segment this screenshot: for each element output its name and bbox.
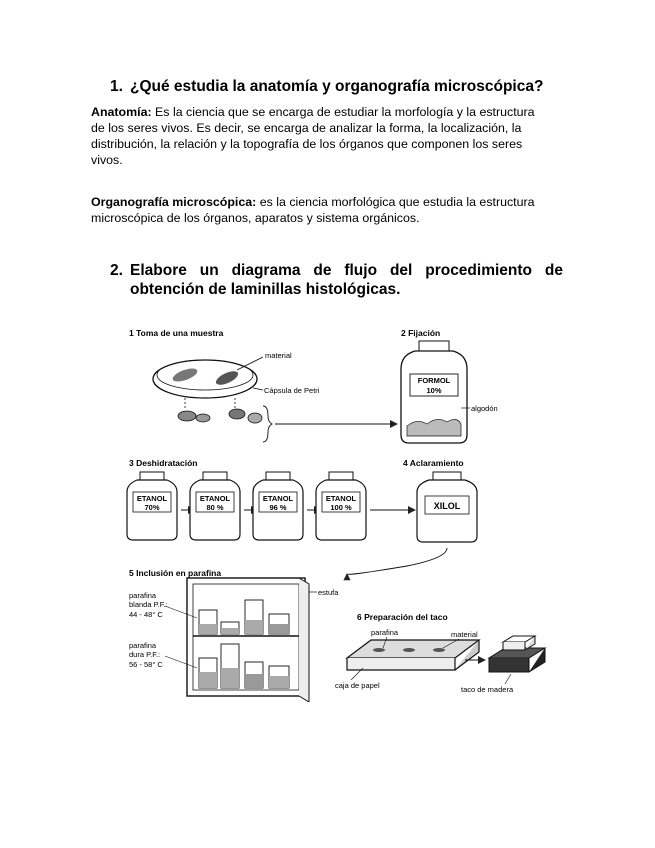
ethanol-jar-96: [253, 472, 303, 540]
jar-1-label: ETANOL: [136, 494, 168, 503]
jar-2-label: ETANOL: [199, 494, 231, 503]
jar-2-percent: 80 %: [206, 503, 224, 512]
petri-label: Cápsula de Petri: [264, 386, 320, 395]
oven-label: estufa: [318, 588, 339, 597]
question-1-title: ¿Qué estudia la anatomía y organografía microscópica?: [130, 78, 544, 95]
step-6-block-preparation: [335, 612, 545, 694]
anatomy-line-2: de los seres vivos. Es decir, se encarga de analizar la forma, la localización, la: [91, 121, 522, 135]
petri-dish-icon: [153, 360, 257, 398]
formol-percent: 10%: [426, 386, 442, 395]
wood-block-label: taco de madera: [461, 685, 514, 694]
question-2-line-1: Elabore un diagrama de flujo del procedimiento de: [130, 262, 563, 279]
step-2-fixation: [401, 328, 498, 443]
xylol-label: XILOL: [433, 501, 461, 511]
cotton-label: algodón: [471, 404, 498, 413]
step-5-paraffin-embedding: [129, 568, 339, 702]
organography-line-1: es la ciencia morfológica que estudia la estructura: [259, 195, 535, 209]
hard-paraffin-line-2: dura P.F.:: [129, 650, 161, 659]
step-3-title: 3 Deshidratación: [129, 458, 198, 468]
step-2-title: 2 Fijación: [401, 328, 441, 338]
wood-block-icon: [489, 636, 545, 672]
histology-procedure-figure: [125, 322, 547, 702]
anatomy-definition: [91, 104, 563, 168]
hard-paraffin-line-3: 56 - 58° C: [129, 660, 163, 669]
anatomy-line-3: distribución, la relación y la topografía de los órganos que componen los seres: [91, 137, 523, 151]
anatomy-line-1: Es la ciencia que se encarga de estudiar la morfología y la estructura: [155, 105, 535, 119]
formol-label: FORMOL: [417, 376, 451, 385]
jar-1-percent: 70%: [144, 503, 160, 512]
question-2-line-2: obtención de laminillas histológicas.: [130, 281, 401, 298]
organography-line-2: microscópica de los órganos, aparatos y sistema orgánicos.: [91, 211, 420, 225]
organography-definition: [91, 194, 563, 226]
soft-paraffin-line-2: blanda P.F.:: [129, 600, 168, 609]
ethanol-jar-100: [316, 472, 366, 540]
anatomy-line-4: vivos.: [91, 153, 123, 167]
question-1-number: 1.: [110, 78, 123, 95]
question-1: [110, 77, 570, 97]
question-2-text: [130, 261, 563, 299]
ethanol-jar-80: [190, 472, 240, 540]
ethanol-jar-70: [127, 472, 177, 540]
question-2: [110, 261, 563, 301]
jar-3-label: ETANOL: [262, 494, 294, 503]
step-3-dehydration: [127, 458, 415, 540]
paraffin-label: parafina: [371, 628, 399, 637]
organography-term: Organografía microscópica:: [91, 195, 257, 209]
question-2-number: 2.: [110, 262, 123, 279]
step-1-sample: [129, 328, 397, 442]
jar-3-percent: 96 %: [269, 503, 287, 512]
anatomy-term: Anatomía:: [91, 105, 152, 119]
jar-4-percent: 100 %: [330, 503, 352, 512]
jar-4-label: ETANOL: [325, 494, 357, 503]
material-label-6: material: [451, 630, 478, 639]
step-1-title: 1 Toma de una muestra: [129, 328, 224, 338]
soft-paraffin-line-1: parafina: [129, 591, 157, 600]
step-5-title: 5 Inclusión en parafina: [129, 568, 222, 578]
soft-paraffin-line-3: 44 - 48° C: [129, 610, 163, 619]
hard-paraffin-line-1: parafina: [129, 641, 157, 650]
step-6-title: 6 Preparación del taco: [357, 612, 448, 622]
step-4-title: 4 Aclaramiento: [403, 458, 464, 468]
material-label: material: [265, 351, 292, 360]
paper-box-label: caja de papel: [335, 681, 380, 690]
